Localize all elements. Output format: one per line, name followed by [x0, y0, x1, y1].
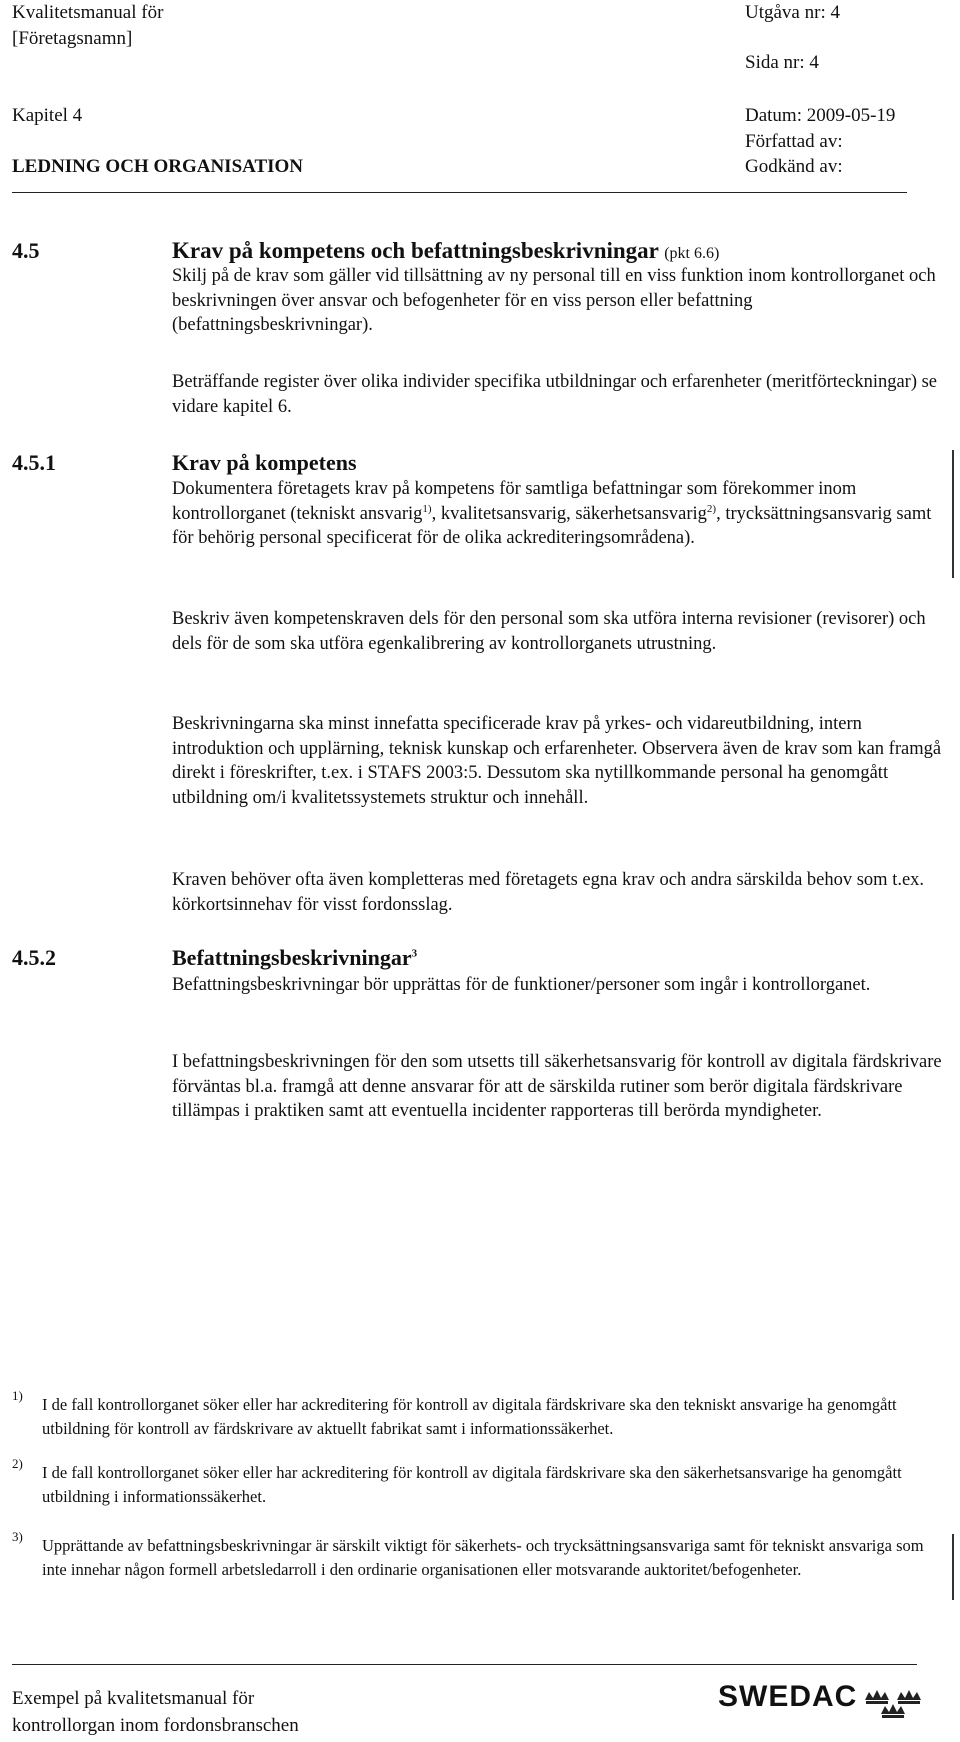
subsection-title: Befattningsbeskrivningar — [172, 945, 412, 970]
paragraph: Befattningsbeskrivningar bör upprättas för de funktioner/personer som ingår i kontrollorganet. — [172, 975, 871, 995]
swedac-logo — [718, 1680, 925, 1718]
header-doc-title: Kvalitetsmanual för — [12, 2, 164, 23]
paragraph: Beträffande register över olika individer specifika utbildningar och erfarenheter (meritförteckningar) se vidare kapitel 6. — [172, 372, 938, 417]
subsection-title: Krav på kompetens — [172, 450, 357, 475]
header-author: Författad av: — [745, 131, 843, 152]
header-company: [Företagsnamn] — [12, 28, 133, 49]
footnote-ref: 1) — [422, 502, 432, 515]
footer-line-2: kontrollorgan inom fordonsbranschen — [12, 1715, 299, 1736]
subsection-number: 4.5.1 — [12, 450, 56, 475]
header-edition: Utgåva nr: 4 — [745, 2, 840, 23]
footnote-text: Upprättande av befattningsbeskrivningar är särskilt viktigt för säkerhets- och trycksättningsansvariga samt för tekniskt ansvariga som inte innehar någon formell arbetsledarroll i den ordinarie organisationen eller motsvarande auktoritet/befogenheter. — [42, 1536, 924, 1579]
footnote-ref: 3 — [411, 947, 418, 960]
paragraph: Skilj på de krav som gäller vid tillsättning av ny personal till en viss funktion inom kontrollorganet och beskrivningen över ansvar och befogenheter för en viss person eller befattning (befattningsbeskrivningar). — [172, 266, 936, 335]
header-approved: Godkänd av: — [745, 156, 843, 177]
section-heading — [172, 238, 719, 267]
change-bar — [952, 1534, 954, 1600]
paragraph-text: , trycksättningsansvarig samt för behörig personal specificerat för de olika ackrediteringsområdena). — [172, 503, 932, 548]
header-rule — [12, 192, 907, 193]
paragraph: Beskriv även kompetenskraven dels för den personal som ska utföra interna revisioner (revisorer) och dels för de som ska utföra egenkalibrering av kontrollorganets utrustning. — [172, 609, 926, 654]
paragraph: I befattningsbeskrivningen för den som utsetts till säkerhetsansvarig för kontroll av digitala färdskrivare förväntas bl.a. framgå att denne ansvarar för att de särskilda rutiner som berör digitala färdskrivare tillämpas i praktiken samt att eventuella incidenter rapporteras till berörda myndigheter. — [172, 1052, 942, 1121]
footer-rule — [12, 1664, 917, 1665]
subsection-number: 4.5.2 — [12, 945, 56, 970]
paragraph: Beskrivningarna ska minst innefatta specificerade krav på yrkes- och vidareutbildning, intern introduktion och upplärning, teknisk kunskap och erfarenheter. Observera även de krav som kan framgå direkt i föreskrifter, t.ex. i STAFS 2003:5. Dessutom ska nytillkommande personal ha genomgått utbildning om/i kvalitetssystemets struktur och innehåll. — [172, 714, 942, 808]
crowns-icon — [863, 1686, 925, 1718]
paragraph-text: , kvalitetsansvarig, säkerhetsansvarig — [431, 503, 707, 524]
footnote-number: 2) — [12, 1456, 23, 1471]
subsection-heading — [172, 945, 417, 971]
header-page-number: Sida nr: 4 — [745, 52, 819, 73]
header-date: Datum: 2009-05-19 — [745, 105, 896, 126]
paragraph-text: Dokumentera företagets krav på kompetens för samtliga befattningar som förekommer inom kontrollorganet (tekniskt ansvarig — [172, 479, 857, 524]
footnote-number: 3) — [12, 1529, 23, 1544]
section-number: 4.5 — [12, 238, 40, 263]
change-bar — [952, 450, 954, 578]
footer-line-1: Exempel på kvalitetsmanual för — [12, 1688, 255, 1709]
paragraph — [172, 477, 942, 551]
paragraph: Kraven behöver ofta även kompletteras med företagets egna krav och andra särskilda behov som t.ex. körkortsinnehav för visst fordonsslag. — [172, 870, 925, 915]
section-title: Krav på kompetens och befattningsbeskrivningar — [172, 238, 659, 263]
header-chapter-title: LEDNING OCH ORGANISATION — [12, 156, 304, 177]
footnote-text: I de fall kontrollorganet söker eller har ackreditering för kontroll av digitala färdskrivare ska den tekniskt ansvarige ha genomgått utbildning för kontroll av färdskrivare av aktuellt fabrikat samt i informationssäkerhet. — [42, 1395, 897, 1438]
footnote-text: I de fall kontrollorganet söker eller har ackreditering för kontroll av digitala färdskrivare ska den säkerhetsansvarige ha genomgått utbildning i informationssäkerhet. — [42, 1463, 902, 1506]
footnote-number: 1) — [12, 1388, 23, 1403]
header-chapter: Kapitel 4 — [12, 105, 83, 126]
footnote-ref: 2) — [706, 502, 717, 515]
logo-text: SWEDAC — [718, 1680, 858, 1713]
section-ref: (pkt 6.6) — [664, 245, 720, 262]
